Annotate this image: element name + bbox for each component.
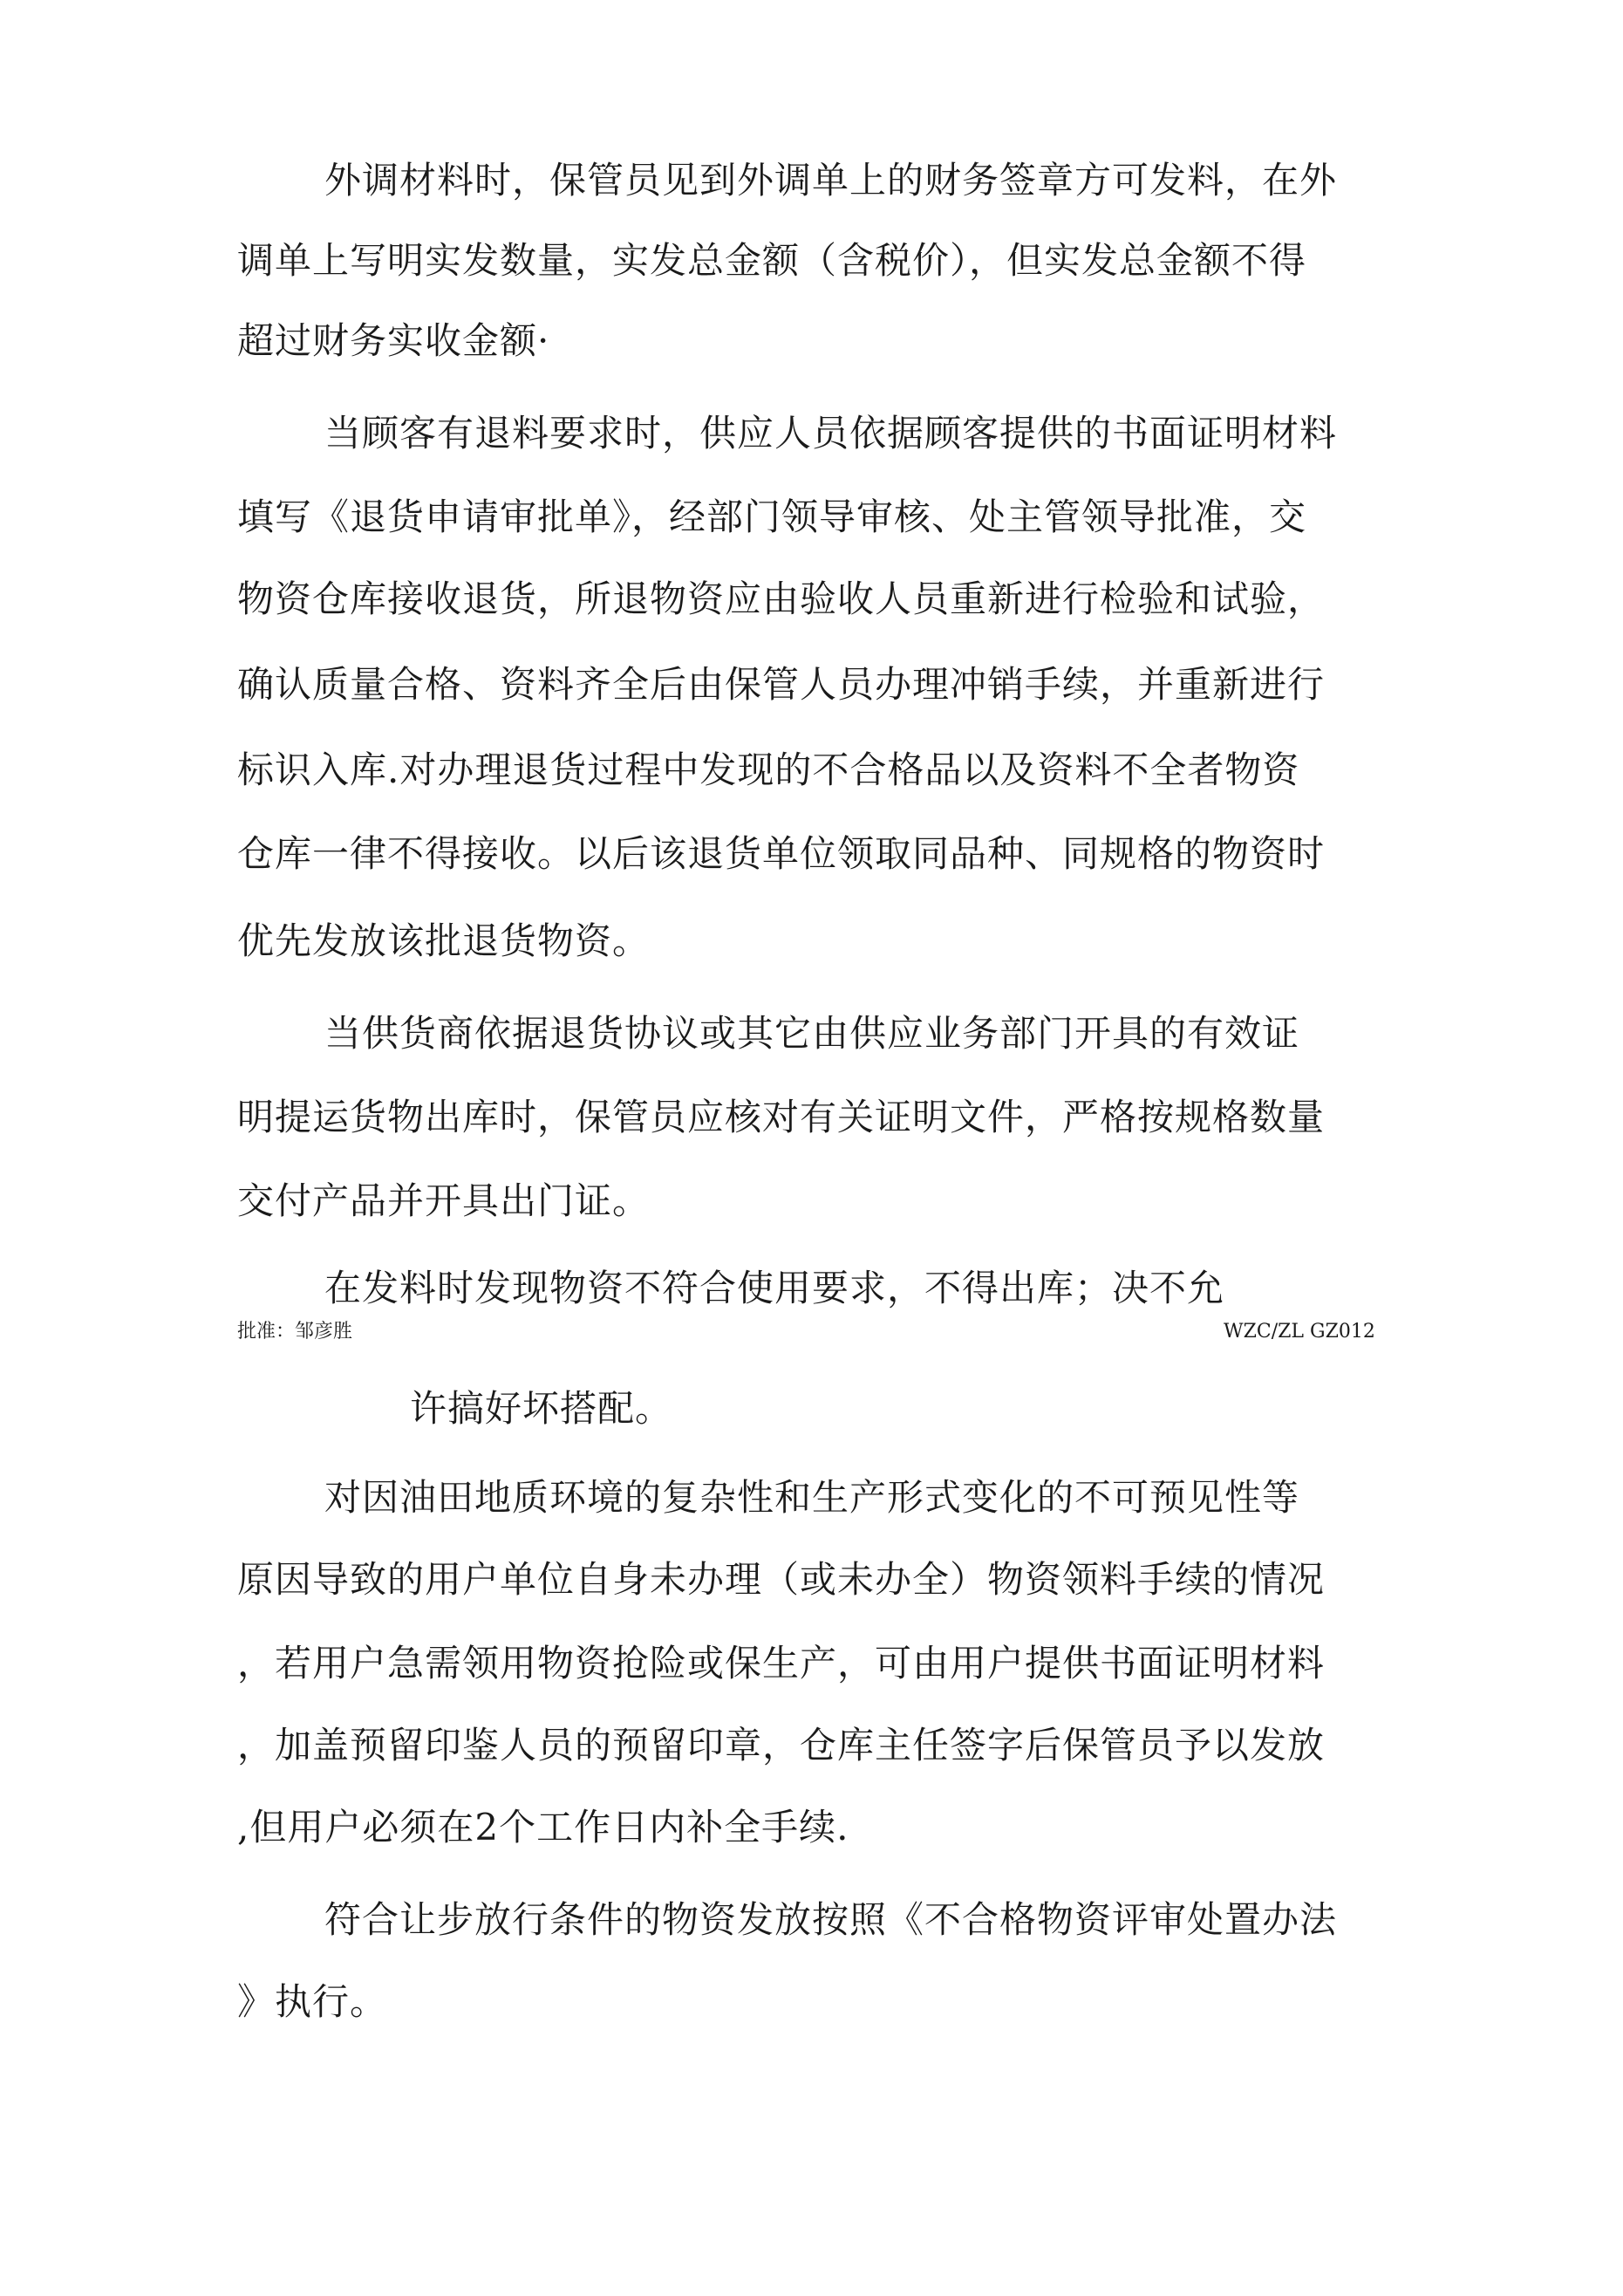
paragraph-6-line-5: ,但用户必须在2个工作日内补全手续.: [237, 1806, 849, 1848]
approval-label: 批准：邹彦胜: [237, 1321, 353, 1343]
paragraph-2-line-5: 标识入库.对办理退货过程中发现的不合格品以及资料不全者物资: [237, 748, 1300, 791]
paragraph-2-line-7: 优先发放该批退货物资。: [237, 919, 651, 962]
paragraph-7-line-2: 》执行。: [237, 1980, 388, 2023]
paragraph-2-line-4: 确认质量合格、资料齐全后由保管人员办理冲销手续，并重新进行: [237, 663, 1326, 706]
paragraph-3-line-1: 当供货商依据退货协议或其它由供应业务部门开具的有效证: [324, 1012, 1300, 1055]
paragraph-6-line-3: ，若用户急需领用物资抢险或保生产，可由用户提供书面证明材料: [237, 1642, 1326, 1684]
paragraph-7-line-1: 符合让步放行条件的物资发放按照《不合格物资评审处置办法: [324, 1898, 1338, 1941]
paragraph-2-line-2: 填写《退货申请审批单》，经部门领导审核、处主管领导批准，交: [237, 495, 1307, 538]
paragraph-2-line-1: 当顾客有退料要求时，供应人员依据顾客提供的书面证明材料: [324, 412, 1338, 454]
paragraph-3-line-2: 明提运货物出库时，保管员应核对有关证明文件，严格按规格数量: [237, 1096, 1326, 1138]
paragraph-3-line-3: 交付产品并开具出门证。: [237, 1179, 651, 1222]
paragraph-6-line-4: ，加盖预留印鉴人员的预留印章，仓库主任签字后保管员予以发放: [237, 1724, 1326, 1766]
paragraph-2-line-6: 仓库一律不得接收。以后该退货单位领取同品种、同规格的物资时: [237, 832, 1326, 875]
paragraph-1-line-3: 超过财务实收金额·: [237, 319, 550, 362]
paragraph-4-line-1: 在发料时发现物资不符合使用要求，不得出库；决不允: [324, 1267, 1225, 1309]
document-code: WZC/ZL GZ012: [1224, 1321, 1375, 1343]
paragraph-6-line-2: 原因导致的用户单位自身未办理（或未办全）物资领料手续的情况: [237, 1558, 1326, 1601]
paragraph-5-line-1: 许搞好坏搭配。: [410, 1387, 673, 1430]
paragraph-6-line-1: 对因油田地质环境的复杂性和生产形式变化的不可预见性等: [324, 1476, 1300, 1519]
paragraph-1-line-2: 调单上写明实发数量，实发总金额（含税价），但实发总金额不得: [237, 239, 1307, 282]
paragraph-2-line-3: 物资仓库接收退货，所退物资应由验收人员重新进行检验和试验，: [237, 577, 1326, 620]
paragraph-1-line-1: 外调材料时，保管员见到外调单上的财务签章方可发料，在外: [324, 159, 1338, 202]
